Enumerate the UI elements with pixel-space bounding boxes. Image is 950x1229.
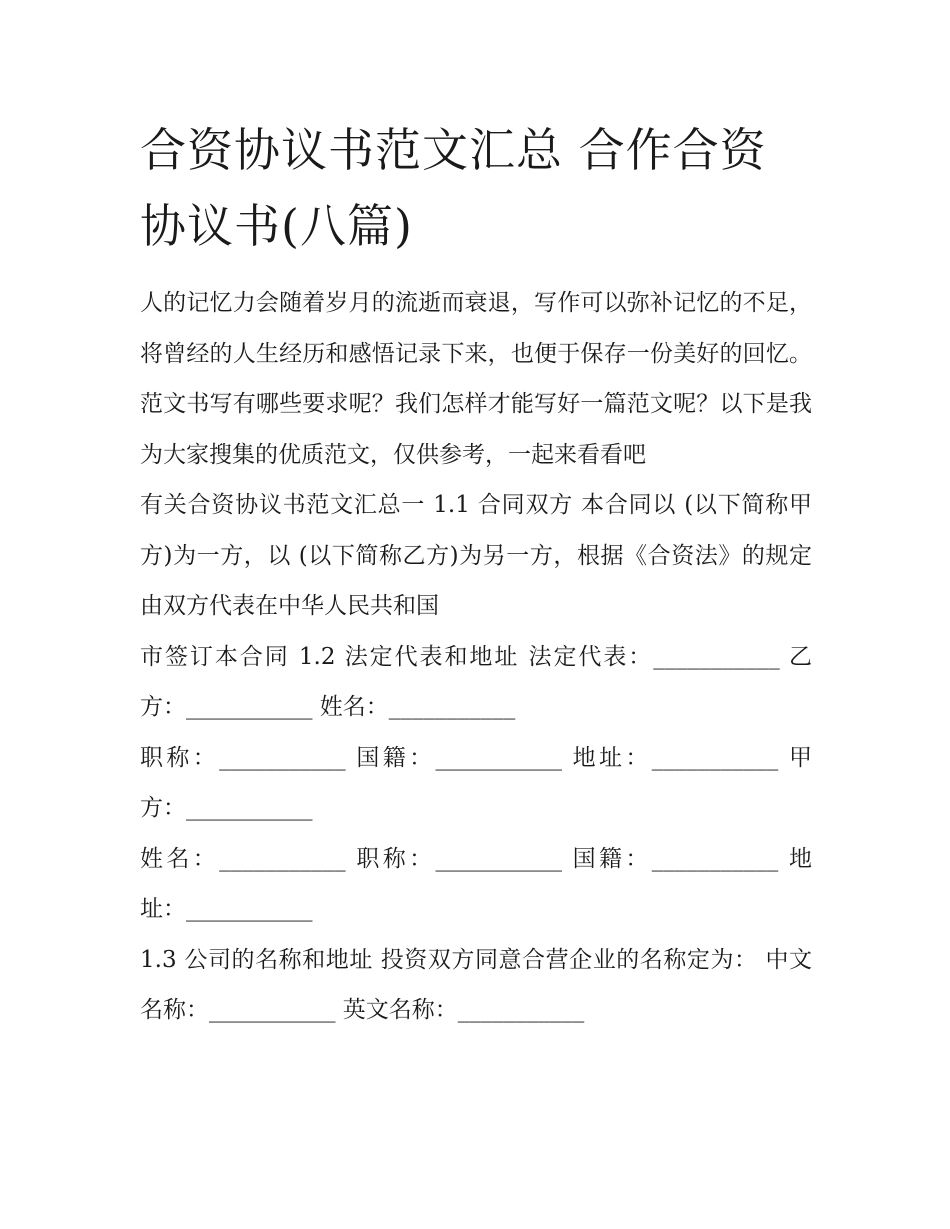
paragraph-intro: 人的记忆力会随着岁月的流逝而衰退，写作可以弥补记忆的不足，将曾经的人生经历和感悟记录下来，也便于保存一份美好的回忆。范文书写有哪些要求呢？我们怎样才能写好一篇范文呢？以下是我为大家搜集的优质范文，仅供参考，一起来看看吧 (140, 290, 812, 468)
paragraph-legal-representative: 市签订本合同 1.2 法定代表和地址 法定代表：___________ 乙方：___________ 姓名：___________ (140, 643, 812, 720)
document-title: 合资协议书范文汇总 合作合资协议书(八篇) (140, 123, 767, 253)
paragraph-contract-parties: 有关合资协议书范文汇总一 1.1 合同双方 本合同以 (以下简称甲方)为一方，以 (以下简称乙方)为另一方，根据《合资法》的规定由双方代表在中华人民共和国 (140, 492, 812, 619)
paragraph-party-b-details: 姓名：___________ 职称：___________ 国籍：___________ 地址：___________ (140, 845, 812, 922)
paragraph-party-a-details: 职称：___________ 国籍：___________ 地址：___________ 甲方：___________ (140, 744, 812, 821)
paragraph-company-name: 1.3 公司的名称和地址 投资双方同意合营企业的名称定为： 中文名称：___________ 英文名称：___________ (140, 946, 812, 1023)
document-body (140, 112, 812, 1036)
